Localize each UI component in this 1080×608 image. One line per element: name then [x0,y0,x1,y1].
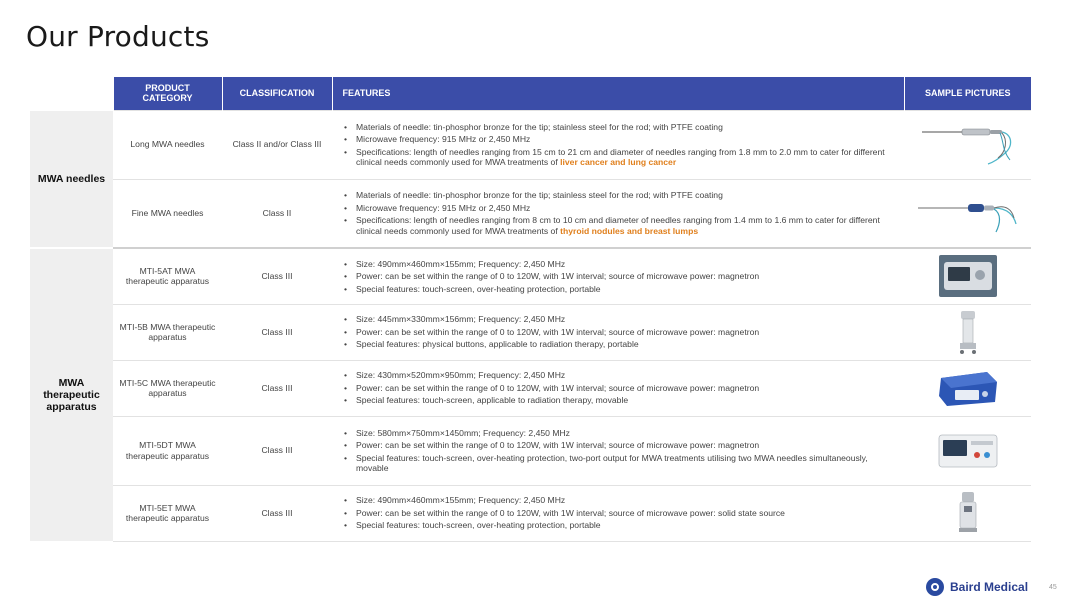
baird-medical-logo-icon [926,578,944,596]
feature-item: • Power: can be set within the range of 0 to 120W, with 1W interval; source of microwave power: magnetron [344,440,898,451]
feature-item [344,147,898,168]
feature-item: • Materials of needle: tin-phosphor bronze for the tip; stainless steel for the rod; with PTFE coating [344,122,898,133]
feature-item: • Size: 430mm×520mm×950mm; Frequency: 2,450 MHz [344,370,898,381]
feature-item: • Power: can be set within the range of 0 to 120W, with 1W interval; source of microwave power: magnetron [344,383,898,394]
header-blank-cell [30,77,113,110]
group-label-apparatus: MWA therapeutic apparatus [30,248,113,541]
table-row [30,110,1031,179]
feature-item: • Microwave frequency: 915 MHz or 2,450 MHz [344,134,898,145]
classification-cell: Class III [222,485,332,541]
table-row [30,179,1031,248]
feature-text: Specifications: length of needles ranging from 15 cm to 21 cm and diameter of needles ranging from 1.8 mm to 2.0 mm to cater for different clinical needs commonly used for MWA treatments of [356,146,885,167]
table-row [30,360,1031,416]
sample-picture-cell [904,360,1031,416]
classification-cell: Class II and/or Class III [222,110,332,179]
features-cell [332,485,904,541]
feature-item: • Size: 445mm×330mm×156mm; Frequency: 2,450 MHz [344,314,898,325]
classification-cell: Class III [222,360,332,416]
feature-item: • Special features: touch-screen, over-heating protection, two-port output for MWA treatments utilising two MWA needles simultaneously, movable [344,453,898,474]
feature-item: • Size: 490mm×460mm×155mm; Frequency: 2,450 MHz [344,495,898,506]
fine-needle-image [916,188,1020,238]
product-category-cell: MTI-5ET MWA therapeutic apparatus [113,485,222,541]
feature-text: Specifications: length of needles ranging from 8 cm to 10 cm and diameter of needles ranging from 1.4 mm to 1.6 mm to cater for different clinical needs commonly used for MWA treatments of [356,215,880,236]
table-row [30,416,1031,485]
sample-picture-cell [904,304,1031,360]
header-classification: CLASSIFICATION [222,77,332,110]
footer-brand: Baird Medical [950,580,1029,594]
page-title: Our Products [26,20,210,53]
classification-cell: Class II [222,179,332,248]
feature-highlight: liver cancer and lung cancer [560,157,677,167]
sample-picture-cell [904,179,1031,248]
mti-5c-device-image [937,368,999,408]
table-row [30,485,1031,541]
product-category-cell: MTI-5AT MWA therapeutic apparatus [113,248,222,304]
header-sample-pictures: SAMPLE PICTURES [904,77,1031,110]
feature-item: • Special features: touch-screen, over-heating protection, portable [344,520,898,531]
feature-item: • Power: can be set within the range of 0 to 120W, with 1W interval; source of microwave power: solid state source [344,508,898,519]
mti-5at-device-image [938,253,998,299]
classification-cell: Class III [222,248,332,304]
feature-item: • Special features: touch-screen, over-heating protection, portable [344,284,898,295]
features-cell [332,248,904,304]
products-table [30,77,1031,542]
product-category-cell: MTI-5B MWA therapeutic apparatus [113,304,222,360]
classification-cell: Class III [222,304,332,360]
product-category-cell: Fine MWA needles [113,179,222,248]
sample-picture-cell [904,416,1031,485]
feature-item [344,215,898,236]
features-cell [332,179,904,248]
table-row [30,248,1031,304]
table-header-row [30,77,1031,110]
feature-item: • Special features: physical buttons, applicable to radiation therapy, portable [344,339,898,350]
feature-item: • Size: 580mm×750mm×1450mm; Frequency: 2,450 MHz [344,428,898,439]
sample-picture-cell [904,248,1031,304]
feature-highlight: thyroid nodules and breast lumps [560,225,699,236]
mti-5et-device-image [955,490,981,536]
feature-item: • Power: can be set within the range of 0 to 120W, with 1W interval; source of microwave power: magnetron [344,271,898,282]
feature-item: • Microwave frequency: 915 MHz or 2,450 MHz [344,203,898,214]
mti-5b-device-image [953,309,983,355]
features-cell [332,360,904,416]
footer-logo [926,578,1028,596]
header-product-category: PRODUCT CATEGORY [113,77,222,110]
product-category-cell: Long MWA needles [113,110,222,179]
feature-item: • Size: 490mm×460mm×155mm; Frequency: 2,450 MHz [344,259,898,270]
features-cell [332,304,904,360]
features-cell [332,416,904,485]
feature-item: • Power: can be set within the range of 0 to 120W, with 1W interval; source of microwave power: magnetron [344,327,898,338]
mti-5dt-device-image [937,431,999,471]
sample-picture-cell [904,110,1031,179]
sample-picture-cell [904,485,1031,541]
long-needle-image [918,120,1018,170]
feature-item: • Special features: touch-screen, applicable to radiation therapy, movable [344,395,898,406]
product-category-cell: MTI-5DT MWA therapeutic apparatus [113,416,222,485]
classification-cell: Class III [222,416,332,485]
product-category-cell: MTI-5C MWA therapeutic apparatus [113,360,222,416]
page-number: 45 [1049,584,1057,591]
table-row [30,304,1031,360]
feature-item: • Materials of needle: tin-phosphor bronze for the tip; stainless steel for the rod; with PTFE coating [344,190,898,201]
group-label-needles: MWA needles [30,110,113,248]
features-cell [332,110,904,179]
header-features: FEATURES [332,77,904,110]
